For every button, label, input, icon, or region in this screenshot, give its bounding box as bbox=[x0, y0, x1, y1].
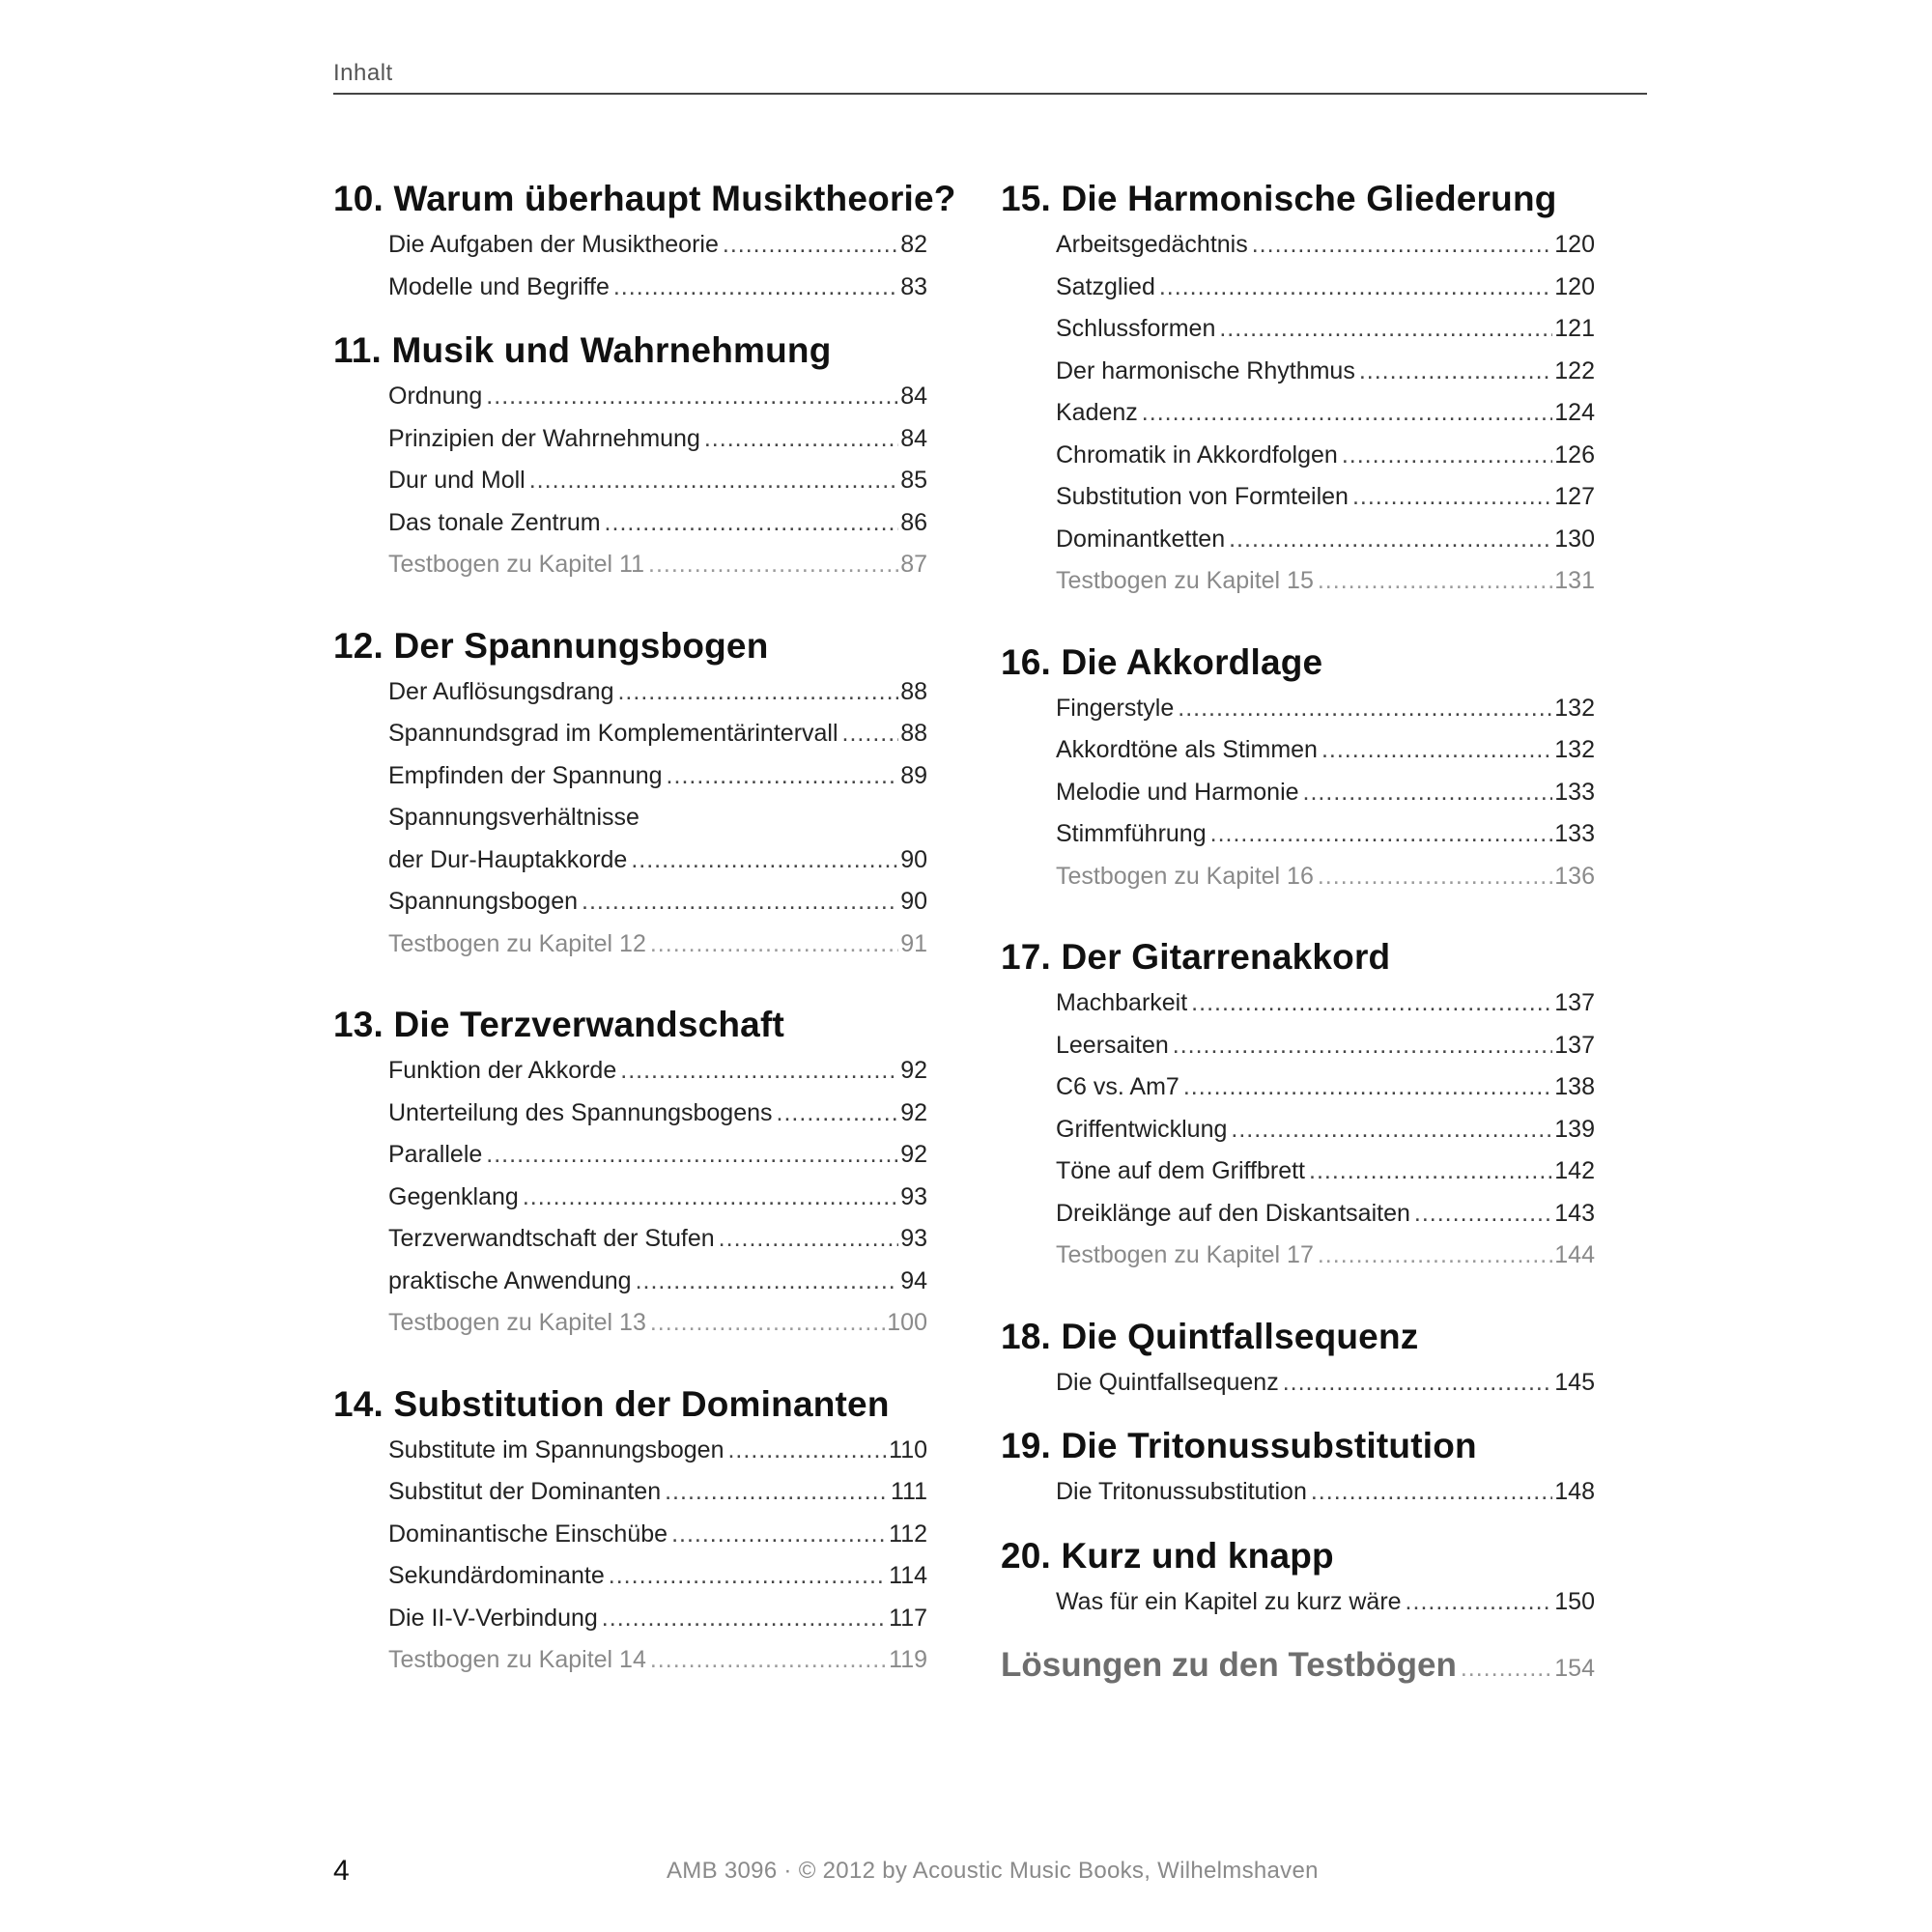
entry-title: C6 vs. Am7 bbox=[1056, 1073, 1179, 1100]
entry-page-number: 88 bbox=[900, 677, 927, 705]
dot-leader bbox=[1283, 1362, 1553, 1405]
chapter-gap bbox=[1001, 603, 1619, 639]
entry-page-number: 90 bbox=[900, 888, 927, 915]
entry-title: Der harmonische Rhythmus bbox=[1056, 356, 1355, 384]
dot-leader bbox=[1309, 1151, 1552, 1193]
toc-entry[interactable] bbox=[388, 1177, 927, 1219]
entry-page-number: 91 bbox=[900, 929, 927, 957]
entry-title: Fingerstyle bbox=[1056, 694, 1175, 722]
chapter-gap bbox=[333, 586, 952, 623]
entry-title: Kadenz bbox=[1056, 399, 1138, 426]
entry-page-number: 120 bbox=[1554, 231, 1595, 258]
entry-page-number: 130 bbox=[1554, 525, 1595, 553]
dot-leader bbox=[777, 1093, 899, 1135]
toc-entry[interactable] bbox=[1056, 1151, 1595, 1193]
chapter-title[interactable]: 20. Kurz und knapp bbox=[1001, 1535, 1334, 1576]
entry-title: Funktion der Akkorde bbox=[388, 1057, 617, 1084]
toc-entry-list bbox=[1001, 982, 1619, 1277]
toc-chapter bbox=[1001, 176, 1619, 603]
entry-page-number: 111 bbox=[890, 1478, 927, 1505]
toc-entry[interactable] bbox=[1056, 1025, 1595, 1067]
toc-entry[interactable] bbox=[388, 671, 927, 714]
entry-page-number: 84 bbox=[900, 383, 927, 410]
toc-entry-list bbox=[333, 1050, 952, 1345]
entry-title: Testbogen zu Kapitel 15 bbox=[1056, 567, 1314, 594]
entry-title: Der Auflösungsdrang bbox=[388, 677, 614, 705]
toc-entry[interactable] bbox=[1056, 772, 1595, 814]
solutions-title: Lösungen zu den Testbögen bbox=[1001, 1646, 1457, 1684]
toc-entry[interactable] bbox=[388, 1514, 927, 1556]
entry-page-number: 94 bbox=[900, 1266, 927, 1294]
entry-title: Modelle und Begriffe bbox=[388, 272, 610, 300]
entry-page-number: 137 bbox=[1554, 1031, 1595, 1059]
entry-title: Die Aufgaben der Musiktheorie bbox=[388, 231, 719, 258]
entry-page-number: 131 bbox=[1554, 567, 1595, 594]
dot-leader bbox=[671, 1514, 887, 1556]
toc-right-column bbox=[1001, 176, 1619, 1689]
dot-leader bbox=[613, 267, 898, 309]
entry-title: Dreiklänge auf den Diskantsaiten bbox=[1056, 1199, 1410, 1227]
toc-entry[interactable] bbox=[388, 839, 927, 882]
entry-title: Spannundsgrad im Komplementärintervall bbox=[388, 720, 838, 747]
dot-leader bbox=[1461, 1645, 1552, 1691]
entry-page-number: 100 bbox=[887, 1309, 927, 1336]
toc-entry[interactable] bbox=[388, 797, 927, 839]
dot-leader bbox=[1352, 476, 1552, 519]
toc-entry[interactable] bbox=[388, 713, 927, 755]
dot-leader bbox=[605, 502, 899, 545]
entry-title: Die Quintfallsequenz bbox=[1056, 1368, 1279, 1396]
entry-page-number: 143 bbox=[1554, 1199, 1595, 1227]
dot-leader bbox=[609, 1555, 887, 1598]
toc-entry[interactable] bbox=[1056, 267, 1595, 309]
chapter-title[interactable]: 18. Die Quintfallsequenz bbox=[1001, 1316, 1419, 1356]
toc-entry-list bbox=[333, 376, 952, 586]
toc-entry-list bbox=[1001, 1581, 1619, 1624]
toc-test-entry[interactable] bbox=[1056, 856, 1595, 898]
toc-entry[interactable] bbox=[388, 1093, 927, 1135]
toc-entry[interactable] bbox=[1056, 476, 1595, 519]
entry-page-number: 82 bbox=[900, 231, 927, 258]
chapter-title[interactable]: 19. Die Tritonussubstitution bbox=[1001, 1426, 1477, 1465]
dot-leader bbox=[1173, 1025, 1553, 1067]
entry-title: Satzglied bbox=[1056, 272, 1155, 300]
dot-leader bbox=[620, 1050, 898, 1093]
chapter-gap bbox=[333, 965, 952, 1002]
dot-leader bbox=[486, 376, 898, 418]
toc-entry[interactable] bbox=[1056, 729, 1595, 772]
entry-title: Testbogen zu Kapitel 13 bbox=[388, 1309, 646, 1336]
toc-entry[interactable] bbox=[388, 502, 927, 545]
toc-chapter bbox=[333, 1002, 952, 1345]
entry-title: Schlussformen bbox=[1056, 315, 1216, 342]
toc-entry[interactable] bbox=[388, 881, 927, 923]
entry-page-number: 119 bbox=[889, 1646, 927, 1673]
entry-title: Arbeitsgedächtnis bbox=[1056, 231, 1248, 258]
dot-leader bbox=[486, 1134, 898, 1177]
solutions-page-number: 154 bbox=[1554, 1655, 1595, 1682]
entry-title: Ordnung bbox=[388, 383, 483, 410]
entry-page-number: 87 bbox=[900, 551, 927, 578]
toc-entry[interactable] bbox=[388, 1471, 927, 1514]
entry-title: Substitution von Formteilen bbox=[1056, 483, 1349, 510]
dot-leader bbox=[1183, 1066, 1552, 1109]
dot-leader bbox=[1178, 688, 1552, 730]
entry-title: Die Tritonussubstitution bbox=[1056, 1478, 1307, 1505]
toc-entry-list bbox=[1001, 224, 1619, 603]
entry-title: Was für ein Kapitel zu kurz wäre bbox=[1056, 1587, 1402, 1615]
dot-leader bbox=[1229, 519, 1552, 561]
entry-title: Testbogen zu Kapitel 17 bbox=[1056, 1241, 1314, 1268]
toc-test-entry[interactable] bbox=[388, 1639, 927, 1682]
toc-test-entry[interactable] bbox=[1056, 1235, 1595, 1277]
dot-leader bbox=[1318, 560, 1552, 603]
toc-entry[interactable] bbox=[1056, 392, 1595, 435]
chapter-gap bbox=[333, 308, 952, 327]
entry-page-number: 84 bbox=[900, 424, 927, 452]
entry-title: Das tonale Zentrum bbox=[388, 508, 601, 536]
toc-chapter bbox=[1001, 1314, 1619, 1405]
toc-entry[interactable] bbox=[388, 460, 927, 502]
entry-title: Spannungsbogen bbox=[388, 888, 579, 915]
chapter-title[interactable]: 14. Substitution der Dominanten bbox=[333, 1383, 890, 1424]
entry-title: Terzverwandtschaft der Stufen bbox=[388, 1225, 715, 1252]
toc-entry[interactable] bbox=[1056, 1066, 1595, 1109]
toc-entry[interactable] bbox=[388, 1555, 927, 1598]
toc-entry[interactable] bbox=[1056, 435, 1595, 477]
entry-title: Spannungsverhältnisse bbox=[388, 804, 639, 831]
chapter-title[interactable]: 13. Die Terzverwandschaft bbox=[333, 1005, 784, 1044]
entry-page-number: 92 bbox=[900, 1057, 927, 1084]
toc-entry[interactable] bbox=[1056, 519, 1595, 561]
dot-leader bbox=[602, 1598, 887, 1640]
entry-title: Melodie und Harmonie bbox=[1056, 778, 1299, 806]
entry-page-number: 126 bbox=[1554, 440, 1595, 469]
dot-leader bbox=[1318, 1235, 1552, 1277]
dot-leader bbox=[636, 1261, 899, 1303]
dot-leader bbox=[1219, 308, 1552, 351]
toc-entry[interactable] bbox=[1056, 1362, 1595, 1405]
entry-page-number: 112 bbox=[889, 1520, 927, 1548]
dot-leader bbox=[1414, 1193, 1552, 1236]
dot-leader bbox=[582, 881, 898, 923]
entry-page-number: 144 bbox=[1554, 1241, 1595, 1268]
dot-leader bbox=[650, 923, 898, 966]
entry-page-number: 86 bbox=[900, 508, 927, 536]
entry-title: Unterteilung des Spannungsbogens bbox=[388, 1098, 773, 1126]
entry-page-number: 110 bbox=[889, 1435, 927, 1463]
entry-title: Töne auf dem Griffbrett bbox=[1056, 1157, 1305, 1184]
entry-title: Machbarkeit bbox=[1056, 989, 1188, 1016]
entry-page-number: 142 bbox=[1554, 1157, 1595, 1184]
chapter-gap bbox=[1001, 1277, 1619, 1314]
chapter-gap bbox=[333, 1345, 952, 1381]
entry-page-number: 132 bbox=[1554, 694, 1595, 722]
dot-leader bbox=[650, 1302, 885, 1345]
entry-page-number: 92 bbox=[900, 1098, 927, 1126]
entry-page-number: 133 bbox=[1554, 820, 1595, 847]
toc-entry[interactable] bbox=[388, 1430, 927, 1472]
toc-entry[interactable] bbox=[1056, 1193, 1595, 1236]
toc-chapter bbox=[1001, 934, 1619, 1277]
toc-chapter bbox=[1001, 639, 1619, 898]
entry-title: praktische Anwendung bbox=[388, 1266, 632, 1294]
entry-page-number: 88 bbox=[900, 720, 927, 747]
dot-leader bbox=[650, 1639, 887, 1682]
toc-entry[interactable] bbox=[388, 267, 927, 309]
toc-entry-list bbox=[333, 671, 952, 966]
entry-page-number: 83 bbox=[900, 272, 927, 300]
toc-left-column bbox=[333, 176, 956, 1682]
entry-page-number: 136 bbox=[1554, 862, 1595, 890]
entry-page-number: 145 bbox=[1554, 1368, 1595, 1396]
toc-entry[interactable] bbox=[388, 1598, 927, 1640]
chapter-title[interactable]: 16. Die Akkordlage bbox=[1001, 641, 1323, 682]
toc-test-entry[interactable] bbox=[1056, 560, 1595, 603]
chapter-title[interactable]: 17. Der Gitarrenakkord bbox=[1001, 937, 1391, 977]
entry-page-number: 137 bbox=[1554, 989, 1595, 1016]
entry-title: Stimmführung bbox=[1056, 820, 1207, 847]
dot-leader bbox=[1142, 392, 1552, 435]
dot-leader bbox=[1318, 856, 1552, 898]
dot-leader bbox=[667, 755, 899, 798]
entry-title: Parallele bbox=[388, 1141, 483, 1168]
toc-test-entry[interactable] bbox=[388, 544, 927, 586]
dot-leader bbox=[1303, 772, 1553, 814]
chapter-title[interactable]: 12. Der Spannungsbogen bbox=[333, 625, 769, 666]
entry-title: Empfinden der Spannung bbox=[388, 761, 663, 789]
dot-leader bbox=[1252, 224, 1553, 267]
toc-chapter bbox=[1001, 1533, 1619, 1624]
dot-leader bbox=[704, 418, 898, 461]
chapter-gap bbox=[1001, 1514, 1619, 1533]
header-rule bbox=[333, 93, 1647, 95]
entry-page-number: 93 bbox=[900, 1182, 927, 1210]
entry-page-number: 85 bbox=[900, 467, 927, 494]
dot-leader bbox=[1406, 1581, 1553, 1624]
dot-leader bbox=[842, 713, 899, 755]
entry-title: Testbogen zu Kapitel 11 bbox=[388, 551, 645, 578]
entry-page-number: 121 bbox=[1554, 315, 1595, 342]
toc-entry[interactable] bbox=[1056, 308, 1595, 351]
dot-leader bbox=[529, 460, 898, 502]
toc-entry[interactable] bbox=[388, 376, 927, 418]
entry-title: Dominantketten bbox=[1056, 525, 1226, 553]
toc-entry[interactable] bbox=[388, 418, 927, 461]
dot-leader bbox=[1210, 813, 1553, 856]
copyright-footer: AMB 3096 · © 2012 by Acoustic Music Books, Wilhelmshaven bbox=[667, 1858, 1319, 1884]
dot-leader bbox=[1311, 1471, 1552, 1514]
entry-page-number: 133 bbox=[1554, 778, 1595, 806]
entry-title: Sekundärdominante bbox=[388, 1562, 605, 1589]
entry-title: Testbogen zu Kapitel 14 bbox=[388, 1646, 646, 1673]
toc-entry[interactable] bbox=[1056, 1471, 1595, 1514]
toc-entry[interactable] bbox=[388, 224, 927, 267]
toc-entry[interactable] bbox=[1056, 1581, 1595, 1624]
toc-chapter bbox=[1001, 1423, 1619, 1514]
toc-entry-list bbox=[1001, 1471, 1619, 1514]
entry-page-number: 90 bbox=[900, 845, 927, 873]
dot-leader bbox=[1191, 982, 1552, 1025]
entry-title: Chromatik in Akkordfolgen bbox=[1056, 440, 1338, 469]
running-head: Inhalt bbox=[333, 60, 393, 86]
toc-chapter bbox=[333, 623, 952, 966]
entry-title: Prinzipien der Wahrnehmung bbox=[388, 424, 700, 452]
dot-leader bbox=[727, 1430, 887, 1472]
dot-leader bbox=[1231, 1109, 1552, 1151]
entry-title: der Dur-Hauptakkorde bbox=[388, 845, 628, 873]
toc-entry[interactable] bbox=[388, 1134, 927, 1177]
toc-chapter bbox=[333, 327, 952, 586]
entry-page-number: 92 bbox=[900, 1141, 927, 1168]
toc-entry[interactable] bbox=[388, 755, 927, 798]
entry-title: Testbogen zu Kapitel 16 bbox=[1056, 862, 1314, 890]
toc-test-entry[interactable] bbox=[388, 1302, 927, 1345]
chapter-gap bbox=[1001, 897, 1619, 934]
entry-page-number: 117 bbox=[889, 1604, 927, 1632]
solutions-entry[interactable] bbox=[1001, 1642, 1595, 1689]
entry-title: Dominantische Einschübe bbox=[388, 1520, 668, 1548]
toc-entry[interactable] bbox=[1056, 688, 1595, 730]
toc-entry[interactable] bbox=[388, 1218, 927, 1261]
entry-title: Substitute im Spannungsbogen bbox=[388, 1435, 724, 1463]
entry-page-number: 89 bbox=[900, 761, 927, 789]
chapter-gap bbox=[1001, 1404, 1619, 1423]
entry-page-number: 138 bbox=[1554, 1073, 1595, 1100]
dot-leader bbox=[1321, 729, 1552, 772]
dot-leader bbox=[665, 1471, 889, 1514]
dot-leader bbox=[617, 671, 898, 714]
entry-title: Die II-V-Verbindung bbox=[388, 1604, 598, 1632]
entry-page-number: 150 bbox=[1554, 1587, 1595, 1615]
toc-entry[interactable] bbox=[388, 1050, 927, 1093]
entry-page-number: 120 bbox=[1554, 272, 1595, 300]
entry-page-number: 122 bbox=[1554, 356, 1595, 384]
dot-leader bbox=[723, 224, 898, 267]
dot-leader bbox=[523, 1177, 898, 1219]
entry-title: Griffentwicklung bbox=[1056, 1115, 1228, 1143]
entry-page-number: 124 bbox=[1554, 399, 1595, 426]
toc-entry-list bbox=[1001, 1362, 1619, 1405]
entry-title: Gegenklang bbox=[388, 1182, 519, 1210]
chapter-title[interactable]: 11. Musik und Wahrnehmung bbox=[333, 330, 832, 370]
entry-page-number: 139 bbox=[1554, 1115, 1595, 1143]
toc-entry[interactable] bbox=[1056, 351, 1595, 393]
entry-title: Dur und Moll bbox=[388, 467, 526, 494]
dot-leader bbox=[1159, 267, 1552, 309]
toc-entry[interactable] bbox=[1056, 813, 1595, 856]
dot-leader bbox=[719, 1218, 899, 1261]
entry-title: Testbogen zu Kapitel 12 bbox=[388, 929, 646, 957]
toc-test-entry[interactable] bbox=[388, 923, 927, 966]
entry-page-number: 127 bbox=[1554, 483, 1595, 510]
toc-chapter bbox=[333, 176, 956, 308]
dot-leader bbox=[1342, 435, 1552, 477]
chapter-gap bbox=[1001, 1623, 1619, 1642]
entry-page-number: 93 bbox=[900, 1225, 927, 1252]
chapter-title[interactable]: 15. Die Harmonische Gliederung bbox=[1001, 179, 1557, 218]
dot-leader bbox=[1359, 351, 1552, 393]
chapter-title[interactable]: 10. Warum überhaupt Musiktheorie? bbox=[333, 179, 956, 218]
toc-entry-list bbox=[333, 224, 952, 308]
toc-entry[interactable] bbox=[1056, 1109, 1595, 1151]
entry-title: Akkordtöne als Stimmen bbox=[1056, 736, 1318, 763]
entry-title: Leersaiten bbox=[1056, 1031, 1169, 1059]
entry-page-number: 148 bbox=[1554, 1478, 1595, 1505]
dot-leader bbox=[648, 544, 898, 586]
page-number: 4 bbox=[333, 1855, 350, 1887]
dot-leader bbox=[631, 839, 898, 882]
toc-entry[interactable] bbox=[1056, 224, 1595, 267]
entry-page-number: 132 bbox=[1554, 736, 1595, 763]
toc-chapter bbox=[333, 1381, 952, 1682]
entry-page-number: 114 bbox=[889, 1562, 927, 1589]
toc-entry-list bbox=[333, 1430, 952, 1682]
toc-entry[interactable] bbox=[1056, 982, 1595, 1025]
toc-entry[interactable] bbox=[388, 1261, 927, 1303]
toc-entry-list bbox=[1001, 688, 1619, 898]
entry-title: Substitut der Dominanten bbox=[388, 1478, 662, 1505]
